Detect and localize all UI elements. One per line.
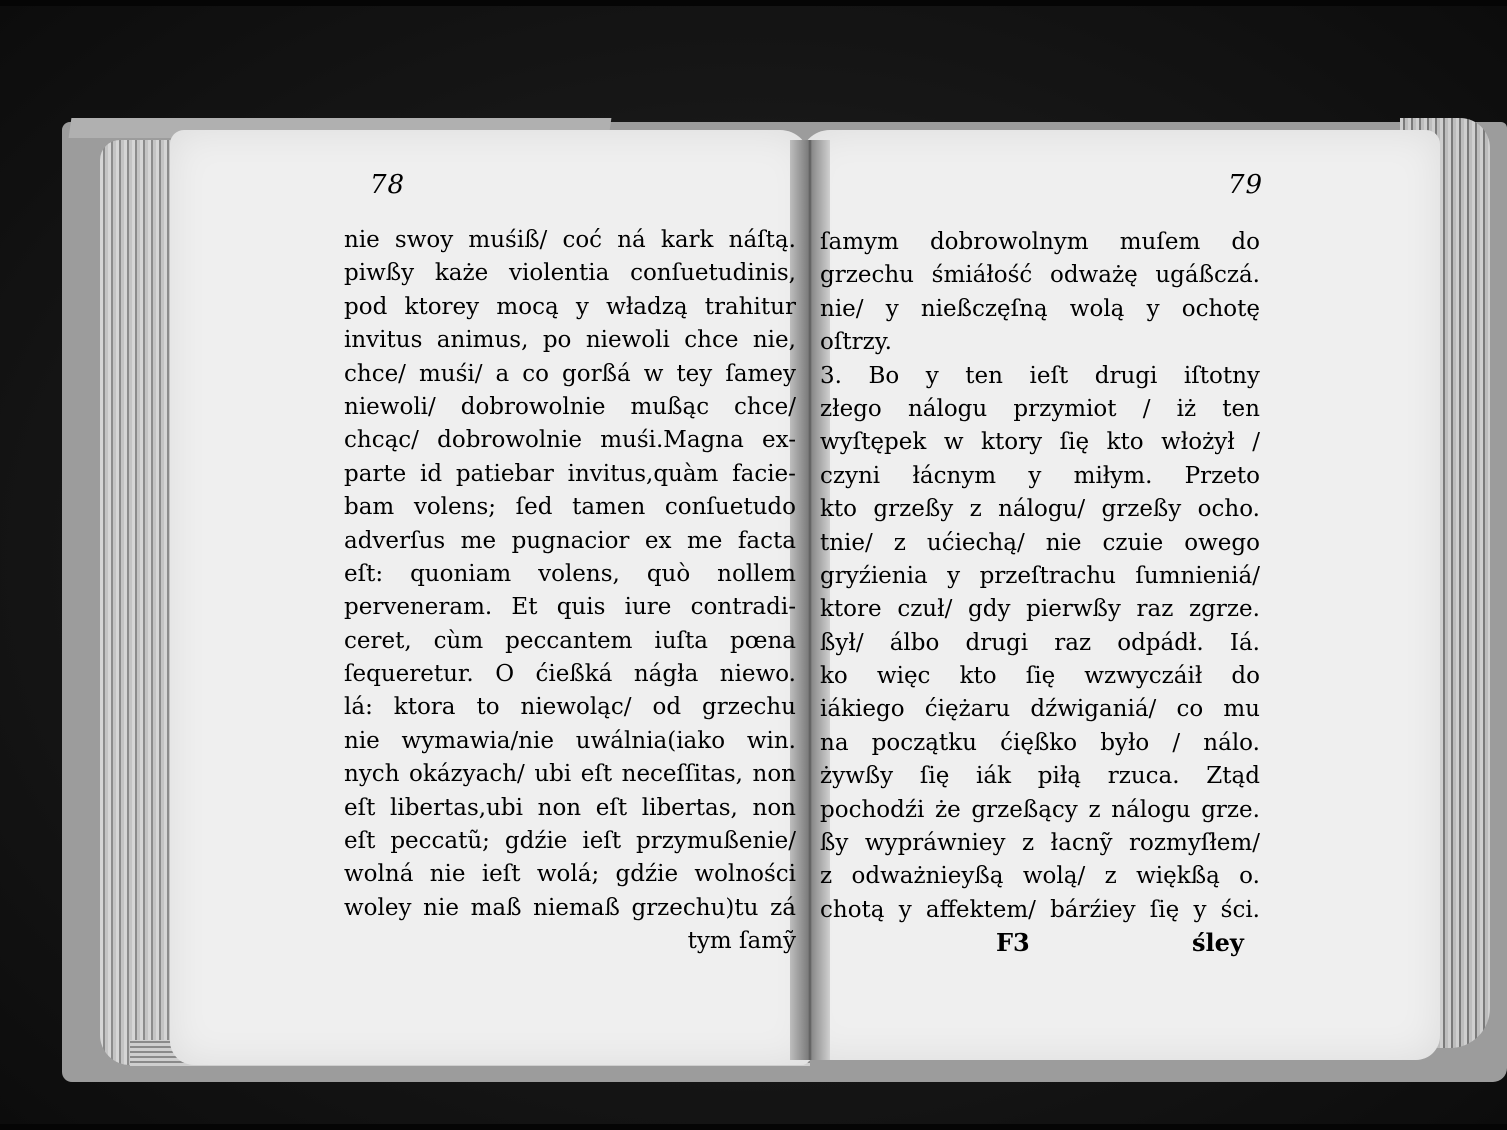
text-line: eſt libertas,ubi non eſt libertas, non (344, 794, 796, 821)
text-line: na początku ćięßko było / nálo. (820, 729, 1260, 756)
text-line: eſt peccatũ; gdźie ieſt przymußenie/ (344, 828, 796, 855)
text-line: pod ktorey mocą y władzą trahitur (344, 293, 796, 320)
text-line: iákiego ćiężaru dźwiganiá/ co mu (820, 696, 1260, 723)
text-line: chcąc/ dobrowolnie muśi.Magna ex- (344, 427, 796, 454)
text-line: woley nie maß niemaß grzechu)tu zá (344, 894, 796, 921)
text-line: nie swoy muśiß/ coć ná kark náſtą. (344, 227, 796, 253)
text-line: ßy wypráwniey z łacnỹ rozmyſłem/ (820, 830, 1260, 857)
text-line: 3. Bo y ten ieſt drugi iſtotny (820, 362, 1260, 389)
right-page-number: 79 (1228, 170, 1264, 200)
text-line: oſtrzy. (820, 329, 892, 356)
text-line: czyni łácnym y miłym. Przeto (820, 462, 1260, 489)
text-line: nych okázyach/ ubi eſt neceſſitas, non (344, 761, 796, 788)
left-catchword: tym ſamỹ (687, 928, 796, 955)
text-line: nie wymawia/nie uwálnia(iako win. (344, 727, 796, 754)
text-line: nie/ y nießczęſną wolą y ochotę (820, 295, 1260, 322)
text-line: żywßy ſię iák piłą rzuca. Ztąd (820, 763, 1260, 790)
text-line: wyſtępek w ktory ſię kto włożył / (820, 429, 1260, 456)
text-line: invitus animus, po niewoli chce nie, (344, 327, 796, 354)
text-line: gryźienia y przeſtrachu ſumnieniá/ (820, 562, 1260, 589)
text-line: parte id patiebar invitus,quàm facie- (344, 460, 796, 487)
text-line: złego nálogu przymiot / iż ten (820, 395, 1260, 422)
text-line: tnie/ z ućiechą/ nie czuie owego (820, 529, 1260, 556)
text-line: kto grzeßy z nálogu/ grzeßy ocho. (820, 496, 1260, 523)
text-line: eſt: quoniam volens, quò nollem (344, 560, 796, 587)
right-page-text (820, 226, 1260, 927)
film-edge-bottom (0, 1124, 1507, 1130)
text-line: bam volens; ſed tamen conſuetudo (344, 494, 796, 521)
text-line: ſamym dobrowolnym muſem do (820, 229, 1260, 255)
right-catchword: śley (1192, 928, 1244, 957)
left-page-text (344, 224, 796, 959)
text-line: ko więc kto ſię wzwyczáił do (820, 663, 1260, 690)
text-line: z odważnieyßą wolą/ z więkßą o. (820, 863, 1260, 890)
text-line: chotą y affektem/ bárźiey ſię y ści. (820, 896, 1260, 923)
left-page-number: 78 (370, 170, 406, 200)
text-line: wolná nie ieſt wolá; gdźie wolności (344, 861, 796, 888)
text-line: chce/ muśi/ a co gorßá w tey ſamey (344, 360, 796, 387)
text-line: ßył/ álbo drugi raz odpádł. Iá. (820, 629, 1260, 656)
film-edge-top (0, 0, 1507, 6)
text-line: pochodźi że grzeßący z nálogu grze. (820, 796, 1260, 823)
text-line: adverſus me pugnacior ex me facta (344, 527, 796, 554)
text-line: ktore czuł/ gdy pierwßy raz zgrze. (820, 596, 1260, 623)
text-line: ceret, cùm peccantem iuſta pœna (344, 627, 796, 654)
text-line: lá: ktora to niewoląc/ od grzechu (344, 694, 796, 721)
signature-mark: F3 (996, 928, 1030, 957)
text-line: niewoli/ dobrowolnie mußąc chce/ (344, 393, 796, 420)
text-line: ſequeretur. O ćießká nágła niewo. (344, 661, 796, 688)
text-line: grzechu śmiáłość odważę ugáßczá. (820, 262, 1260, 289)
text-line: piwßy każe violentia conſuetudinis, (344, 260, 796, 287)
text-line: perveneram. Et quis iure contradi- (344, 594, 796, 621)
